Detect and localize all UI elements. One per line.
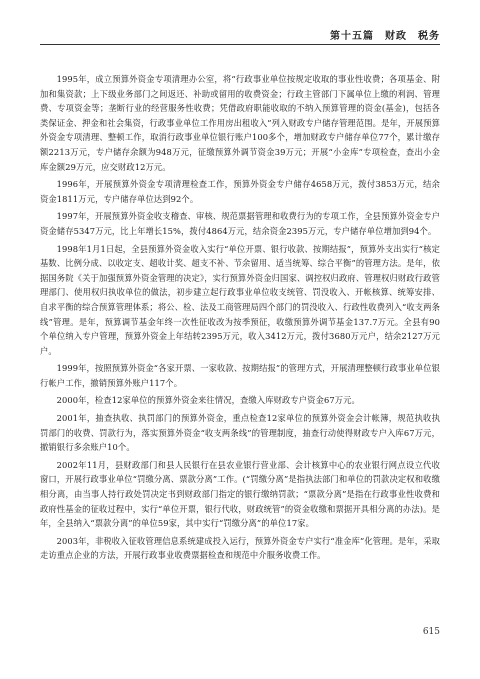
- paragraph-2001: 2001年，抽查执收、执罚部门的预算外资金，重点检查12家单位的预算外资金会计帐簿，规范执收执罚部门的收费、罚款行为，落实预算外资金“收支两条线”的管理制度，抽查行动使得财政专户入库67万元，撤销银行多余账户10个。: [40, 413, 440, 453]
- paragraph-1996: 1996年，开展预算外资金专项清理检查工作，预算外资金专户储存4658万元，拨付3853万元，结余资金1811万元，专户储存单位达到92个。: [40, 179, 440, 204]
- paragraph-2003: 2003年，非税收入征收管理信息系统建成投入运行，预算外资金专户实行“准金库”化管理。是年，采取走访重点企业的方法，开展行政事业收费票据检查和规范中介服务收费工作。: [40, 535, 440, 561]
- section-title: 第十五篇 财政 税务: [330, 31, 440, 42]
- paragraph-2000: 2000年，检查12家单位的预算外资金来往情况，查缴入库财政专户资金67万元。: [56, 395, 360, 406]
- running-header: [40, 27, 440, 45]
- page-number: 615: [422, 627, 440, 637]
- paragraph-1999: 1999年，按照预算外资金“各家开票、一家收款、按期结报”的管理方式，开展清理整顿行政事业单位银行帐户工作，撤销预算外账户117个。: [40, 363, 440, 388]
- body-text: [40, 72, 440, 566]
- paragraph-1998: 1998年1月1日起，全县预算外资金收入实行“单位开票、银行收款、按期结报”，预算外支出实行“核定基数、比例分成、以收定支、超收计奖、超支不补、节余留用、适当统筹、综合平衡”的管理方法。是年，依据国务院《关于加强预算外资金管理的决定》，实行预算外资金归国家、调控权归政府、管理权归财政行政管理部门、使用权归执收单位的做法，初步建立起行政事业单位收支统管、罚没收入、开帐核算、统筹安排、自求平衡的综合预算管理体系；将公、检、法及工商管理局四个部门的罚没收入、行政性收费列入“收支两条线”管理。是年，预算调节基金年终一次性征收改为按季预征，收缴预算外调节基金137.7万元。全县有90个单位纳入专户管理，预算外资金上年结转2395万元，收入3412万元，拨付3680万元户，结余2127万元户。: [40, 243, 440, 356]
- header-rule: [40, 44, 440, 45]
- paragraph-1995: 1995年，成立预算外资金专项清理办公室，将“行政事业单位按规定收取的事业性收费；各项基金、附加和集资款；上下级业务部门之间返还、补助或留用的收费资金；行政主管部门下属单位上缴的利润、管理费、专项资金等；垄断行业的经营服务性收费；凭借政府职能收取的不纳入预算管理的资金(基金)，包括各类保证金、押金和社会集资，行政事业单位工作用房出租收入”列入财政专户储存管理范围。是年，开展预算外资金专项清理、整顿工作，取消行政事业单位银行账户100多个，增加财政专户储存单位77个，累计缴存额2213万元，专户储存余额为948万元，征缴预算外调节资金39万元；开展“小金库”专项检查，查出小金库金额29万元，应交财政12万元。: [40, 74, 440, 172]
- paragraph-1997: 1997年，开展预算外资金收支稽查、审核、规范票据管理和收费行为的专项工作，全县预算外资金专户资金储存5347万元，比上年增长15%，拨付4864万元，结余资金2395万元，专户储存单位增加到94个。: [40, 211, 440, 236]
- paragraph-2002: 2002年11月，县财政部门和县人民银行在县农业银行营业部、会计核算中心的农业银行网点设立代收窗口，开展行政事业单位“罚缴分离、票款分离”工作。(“罚缴分离”是指执法部门和单位的罚款决定权和收缴相分离，由当事人持行政处罚决定书到财政部门指定的银行缴纳罚款；“票款分离”是指在行政事业性收费和政府性基金的征收过程中，实行“单位开票，银行代收，财政统管”的资金收缴和票据开具相分离的办法)。是年，全县纳入“票款分离”的单位59家，其中实行“罚缴分离”的单位17家。: [40, 459, 440, 529]
